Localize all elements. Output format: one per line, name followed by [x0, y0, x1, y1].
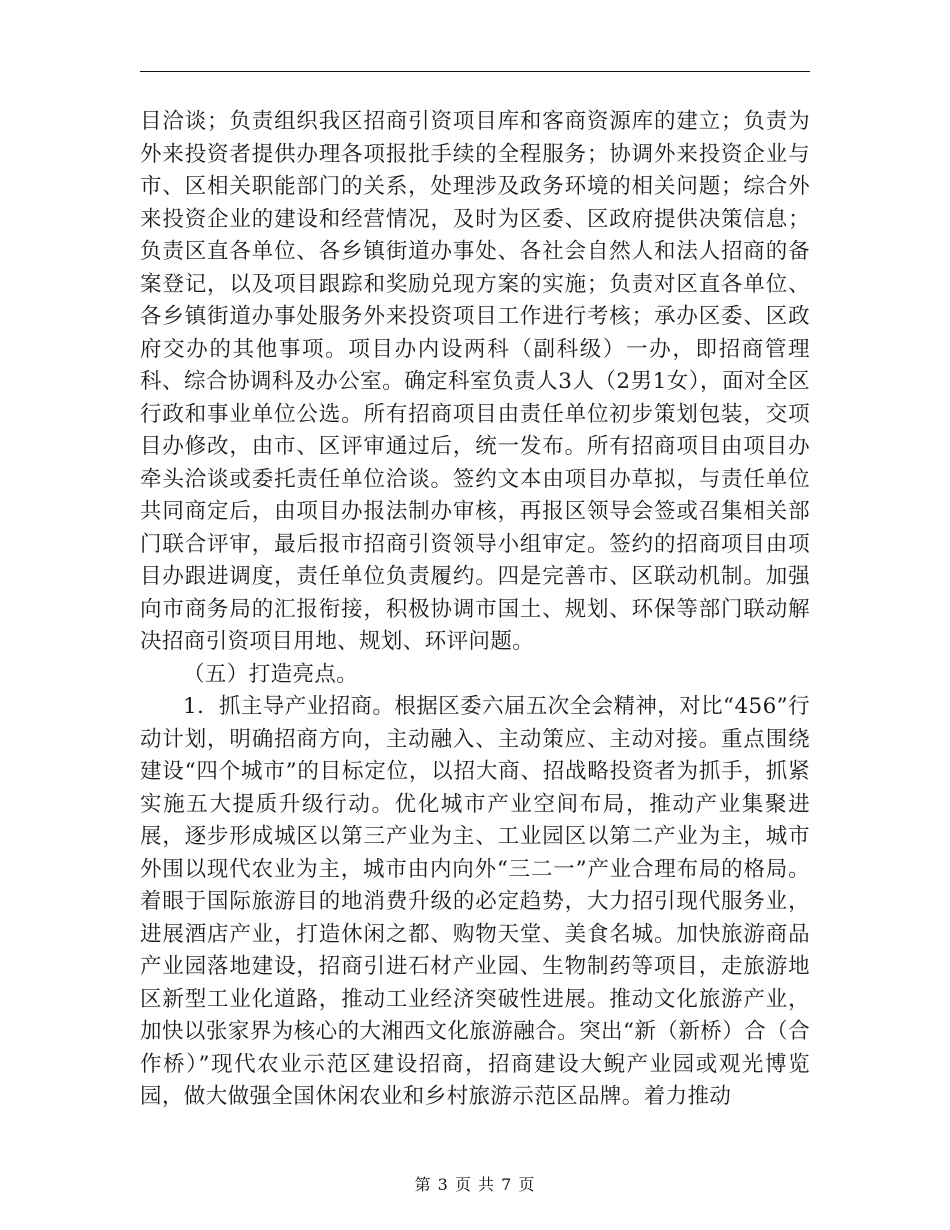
paragraph-item-1: 1．抓主导产业招商。根据区委六届五次全会精神，对比“456”行动计划，明确招商方向，主动融入、主动策应、主动对接。重点围绕建设“四个城市”的目标定位，以招大商、招战略投资者为抓手，抓紧实施五大提质升级行动。优化城市产业空间布局，推动产业集聚进展，逐步形成城区以第三产业为主、工业园区以第二产业为主，城市外围以现代农业为主，城市由内向外“三二一”产业合理布局的格局。着眼于国际旅游目的地消费升级的必定趋势，大力招引现代服务业，进展酒店产业，打造休闲之都、购物天堂、美食名城。加快旅游商品产业园落地建设，招商引进石材产业园、生物制药等项目，走旅游地区新型工业化道路，推动工业经济突破性进展。推动文化旅游产业，加快以张家界为核心的大湘西文化旅游融合。突出“新（新桥）合（合作桥）”现代农业示范区建设招商，招商建设大鲵产业园或观光博览园，做大做强全国休闲农业和乡村旅游示范区品牌。着力推动 — [140, 694, 810, 1109]
paragraph-continued: 目洽谈；负责组织我区招商引资项目库和客商资源库的建立；负责为外来投资者提供办理各项报批手续的全程服务；协调外来投资企业与市、区相关职能部门的关系，处理涉及政务环境的相关问题；综合外来投资企业的建设和经营情况，及时为区委、区政府提供决策信息；负责区直各单位、各乡镇街道办事处、各社会自然人和法人招商的备案登记，以及项目跟踪和奖励兑现方案的实施；负责对区直各单位、各乡镇街道办事处服务外来投资项目工作进行考核；承办区委、区政府交办的其他事项。项目办内设两科（副科级）一办，即招商管理科、综合协调科及办公室。确定科室负责人3人（2男1女），面对全区行政和事业单位公选。所有招商项目由责任单位初步策划包装，交项目办修改，由市、区评审通过后，统一发布。所有招商项目由项目办牵头洽谈或委托责任单位洽谈。签约文本由项目办草拟，与责任单位共同商定后，由项目办报法制办审核，再报区领导会签或召集相关部门联合评审，最后报市招商引资领导小组审定。签约的招商项目由项目办跟进调度，责任单位负责履约。四是完善市、区联动机制。加强向市商务局的汇报衔接，积极协调市国土、规划、环保等部门联动解决招商引资项目用地、规划、环评问题。 — [140, 109, 810, 654]
header-rule — [140, 71, 810, 72]
section-heading: （五）打造亮点。 — [183, 661, 359, 687]
document-body — [140, 106, 810, 1114]
page-number: 第 3 页 共 7 页 — [414, 1175, 536, 1194]
